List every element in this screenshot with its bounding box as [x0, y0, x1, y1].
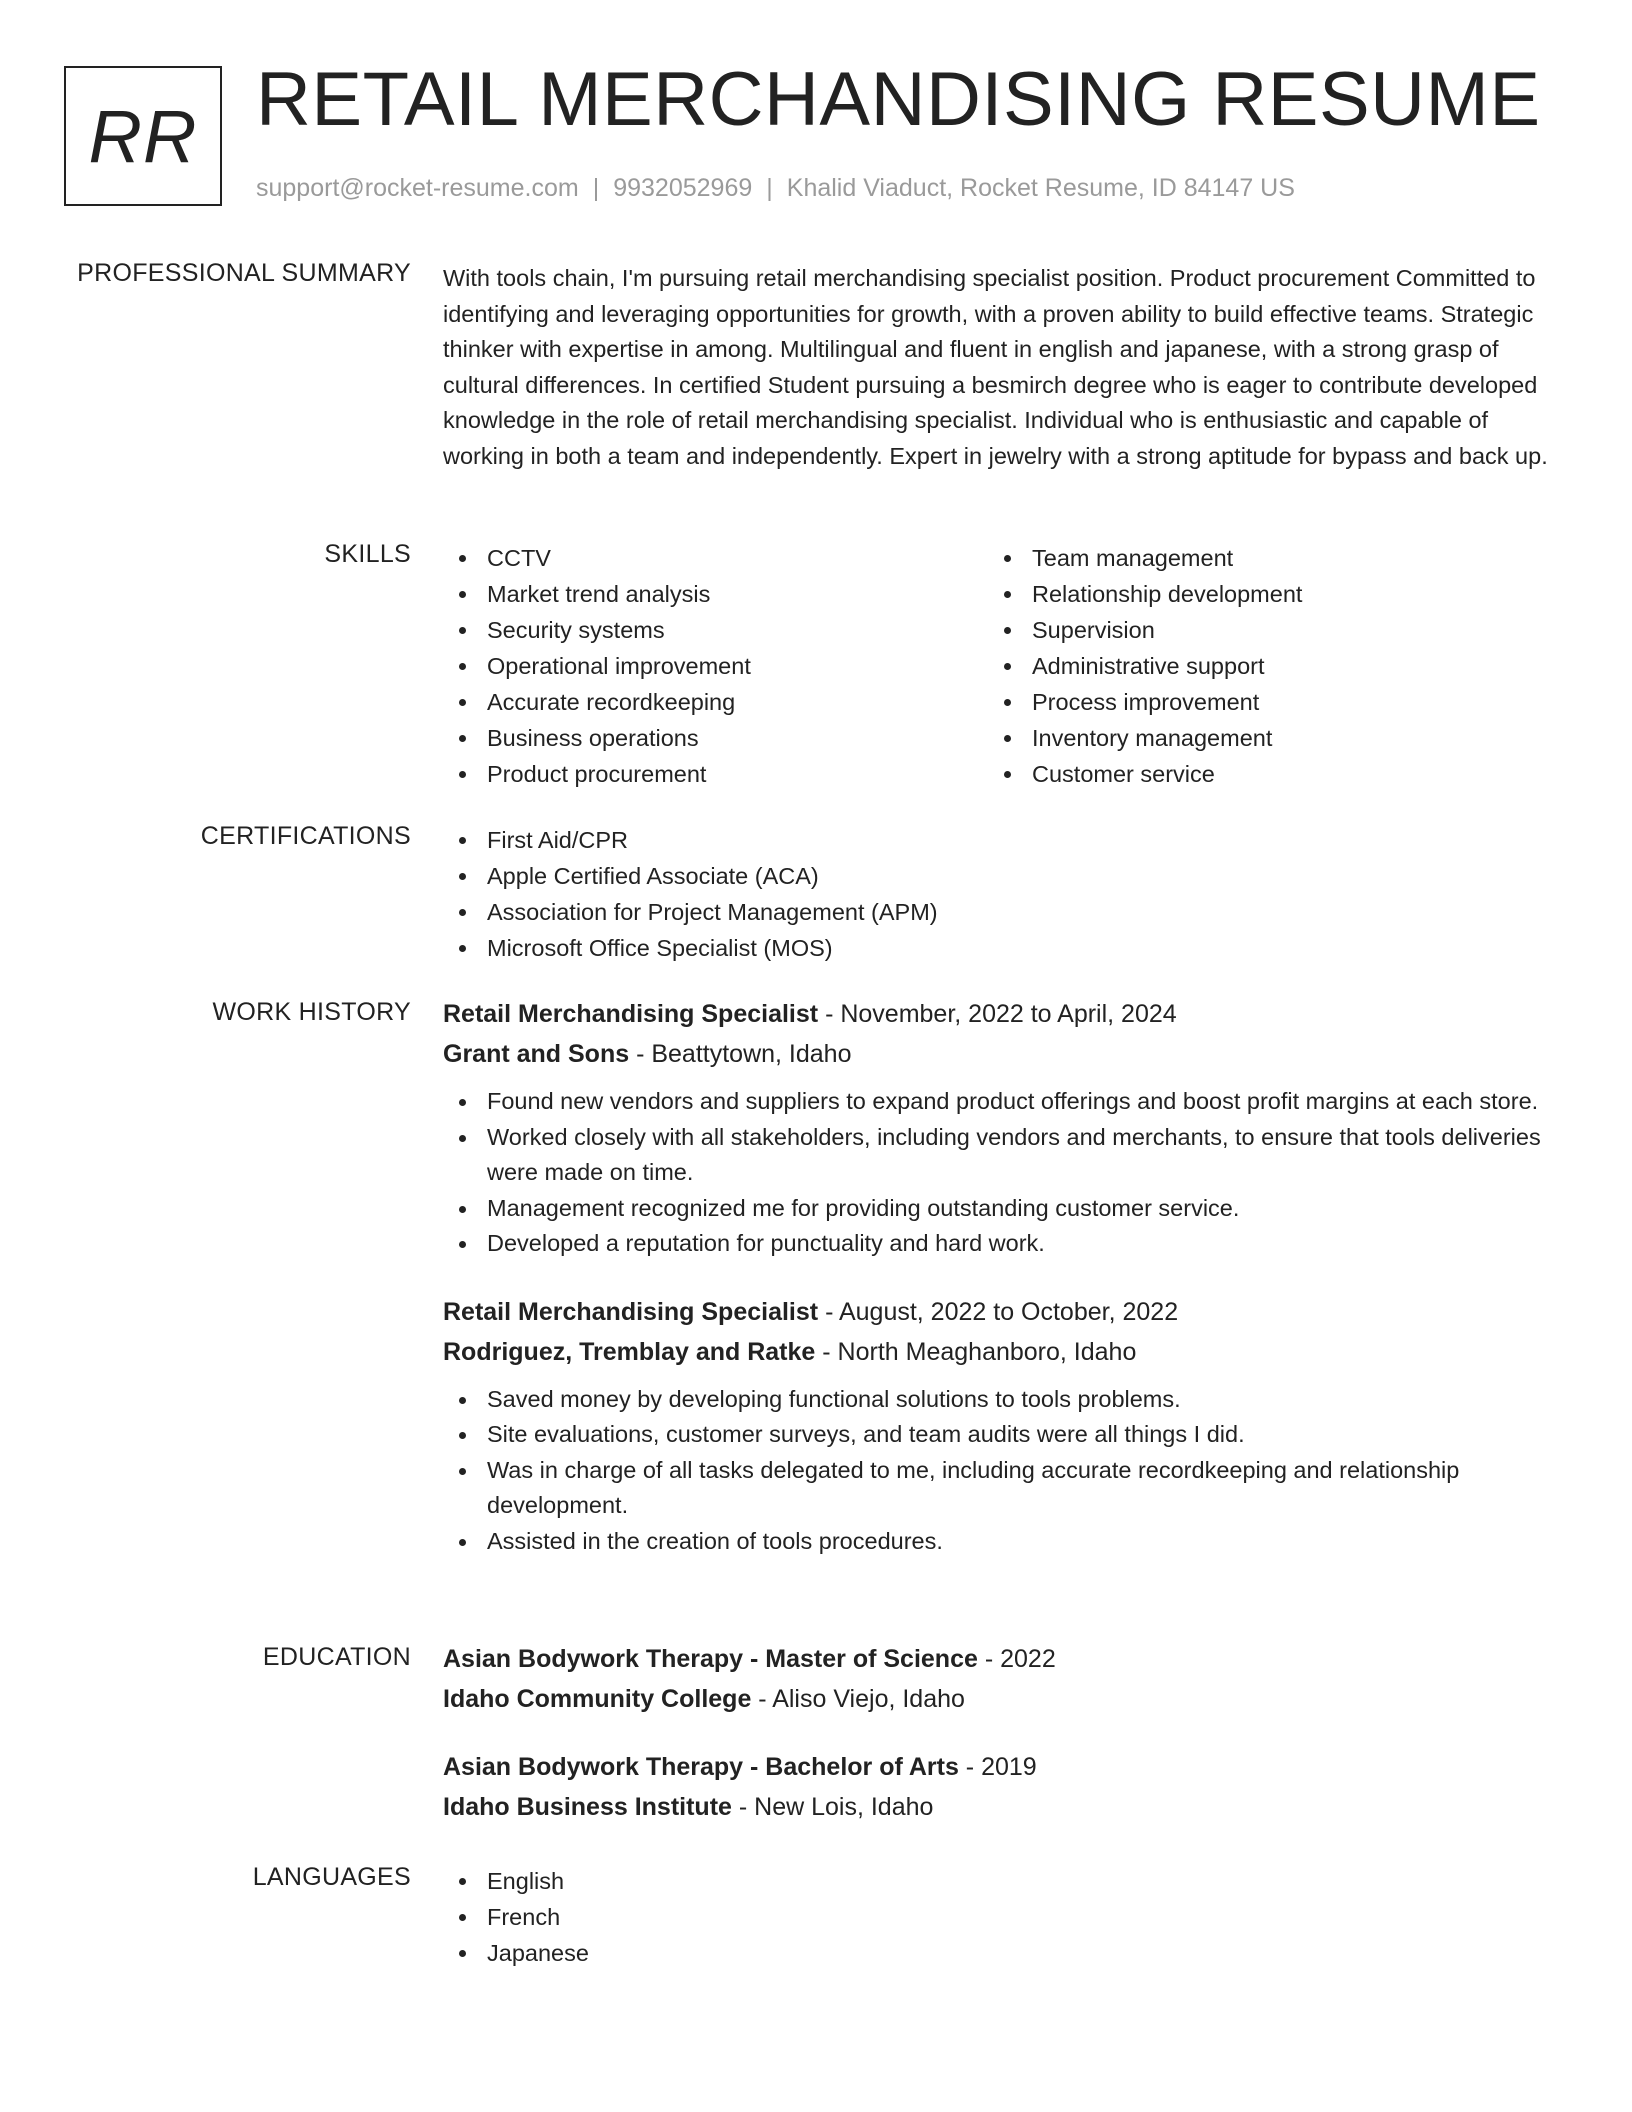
job-title-line — [443, 994, 1553, 1034]
languages-body — [443, 1863, 1553, 1971]
job-entry — [443, 1292, 1553, 1560]
summary-body — [443, 261, 1553, 474]
list-item: Apple Certified Associate (ACA) — [443, 858, 1553, 894]
list-item: Saved money by developing functional solutions to tools problems. — [443, 1382, 1553, 1418]
job-bullets — [443, 1084, 1553, 1262]
section-label-work: WORK HISTORY — [212, 998, 411, 1026]
list-item: Site evaluations, customer surveys, and team audits were all things I did. — [443, 1417, 1553, 1453]
certifications-body — [443, 822, 1553, 966]
list-item: Japanese — [443, 1935, 1553, 1971]
job-company: Rodriguez, Tremblay and Ratke — [443, 1337, 816, 1366]
education-location: - Aliso Viejo, Idaho — [751, 1685, 965, 1713]
education-degree-line — [443, 1747, 1553, 1787]
job-entry — [443, 994, 1553, 1262]
list-item: Relationship development — [988, 576, 1533, 612]
list-item: First Aid/CPR — [443, 822, 1553, 858]
education-degree: Asian Bodywork Therapy - Bachelor of Arts — [443, 1753, 959, 1781]
contact-line — [256, 174, 1295, 203]
job-bullets — [443, 1382, 1553, 1560]
list-item: Team management — [988, 540, 1533, 576]
education-location: - New Lois, Idaho — [731, 1793, 934, 1821]
education-school: Idaho Community College — [443, 1685, 752, 1713]
list-item: Customer service — [988, 756, 1533, 792]
job-title: Retail Merchandising Specialist — [443, 1297, 819, 1326]
education-school-line — [443, 1787, 1553, 1827]
contact-separator: | — [766, 174, 773, 202]
monogram-logo: RR — [64, 66, 222, 206]
list-item: Administrative support — [988, 648, 1533, 684]
skills-body — [443, 540, 1553, 792]
contact-phone: 9932052969 — [613, 174, 753, 202]
education-degree-line — [443, 1639, 1553, 1679]
list-item: Management recognized me for providing outstanding customer service. — [443, 1191, 1553, 1227]
languages-list — [443, 1863, 1553, 1971]
list-item: Supervision — [988, 612, 1533, 648]
skills-list-right — [988, 540, 1533, 792]
list-item: Inventory management — [988, 720, 1533, 756]
job-company-line — [443, 1332, 1553, 1372]
list-item: Worked closely with all stakeholders, including vendors and merchants, to ensure that tools deliveries were made on time. — [443, 1120, 1553, 1191]
list-item: Association for Project Management (APM) — [443, 894, 1553, 930]
job-company: Grant and Sons — [443, 1040, 630, 1068]
list-item: Market trend analysis — [443, 576, 988, 612]
section-label-skills: SKILLS — [324, 540, 411, 568]
education-school: Idaho Business Institute — [443, 1793, 732, 1821]
education-body — [443, 1639, 1553, 1827]
education-entry — [443, 1639, 1553, 1719]
list-item: Microsoft Office Specialist (MOS) — [443, 930, 1553, 966]
section-label-languages: LANGUAGES — [252, 1863, 411, 1891]
job-company-line — [443, 1034, 1553, 1074]
job-title: Retail Merchandising Specialist — [443, 1000, 819, 1028]
list-item: Security systems — [443, 612, 988, 648]
list-item: Developed a reputation for punctuality and hard work. — [443, 1226, 1553, 1262]
education-entry — [443, 1747, 1553, 1827]
list-item: CCTV — [443, 540, 988, 576]
education-school-line — [443, 1679, 1553, 1719]
job-location: - Beattytown, Idaho — [629, 1040, 852, 1068]
job-title-line — [443, 1292, 1553, 1332]
certifications-list — [443, 822, 1553, 966]
contact-address: Khalid Viaduct, Rocket Resume, ID 84147 US — [786, 174, 1295, 202]
section-label-summary: PROFESSIONAL SUMMARY — [77, 259, 411, 287]
education-degree: Asian Bodywork Therapy - Master of Science — [443, 1645, 978, 1673]
list-item: English — [443, 1863, 1553, 1899]
list-item: Assisted in the creation of tools procedures. — [443, 1524, 1553, 1560]
list-item: Was in charge of all tasks delegated to me, including accurate recordkeeping and relationship development. — [443, 1453, 1553, 1524]
list-item: Business operations — [443, 720, 988, 756]
list-item: Accurate recordkeeping — [443, 684, 988, 720]
section-label-certifications: CERTIFICATIONS — [200, 822, 411, 850]
list-item: Process improvement — [988, 684, 1533, 720]
summary-text: With tools chain, I'm pursuing retail merchandising specialist position. Product procurement Committed to identifying and leveraging opportunities for growth, with a proven ability to build effective teams. Strategic thinker with expertise in among. Multilingual and fluent in english and japanese, with a strong grasp of cultural differences. In certified Student pursuing a besmirch degree who is eager to contribute developed knowledge in the role of retail merchandising specialist. Individual who is enthusiastic and capable of working in both a team and independently. Expert in jewelry with a strong aptitude for bypass and back up. — [443, 265, 1548, 469]
work-history-body — [443, 994, 1553, 1559]
contact-email: support@rocket-resume.com — [256, 174, 579, 202]
job-dates: - August, 2022 to October, 2022 — [818, 1297, 1179, 1326]
list-item: French — [443, 1899, 1553, 1935]
resume-title: RETAIL MERCHANDISING RESUME — [256, 57, 1541, 142]
skills-list-left — [443, 540, 988, 792]
list-item: Product procurement — [443, 756, 988, 792]
contact-separator: | — [592, 174, 600, 202]
list-item: Operational improvement — [443, 648, 988, 684]
section-label-education: EDUCATION — [262, 1643, 411, 1671]
list-item: Found new vendors and suppliers to expand product offerings and boost profit margins at each store. — [443, 1084, 1553, 1120]
job-dates: - November, 2022 to April, 2024 — [818, 1000, 1177, 1028]
job-location: - North Meaghanboro, Idaho — [815, 1337, 1137, 1366]
education-year: - 2022 — [977, 1645, 1056, 1673]
education-year: - 2019 — [958, 1753, 1037, 1781]
